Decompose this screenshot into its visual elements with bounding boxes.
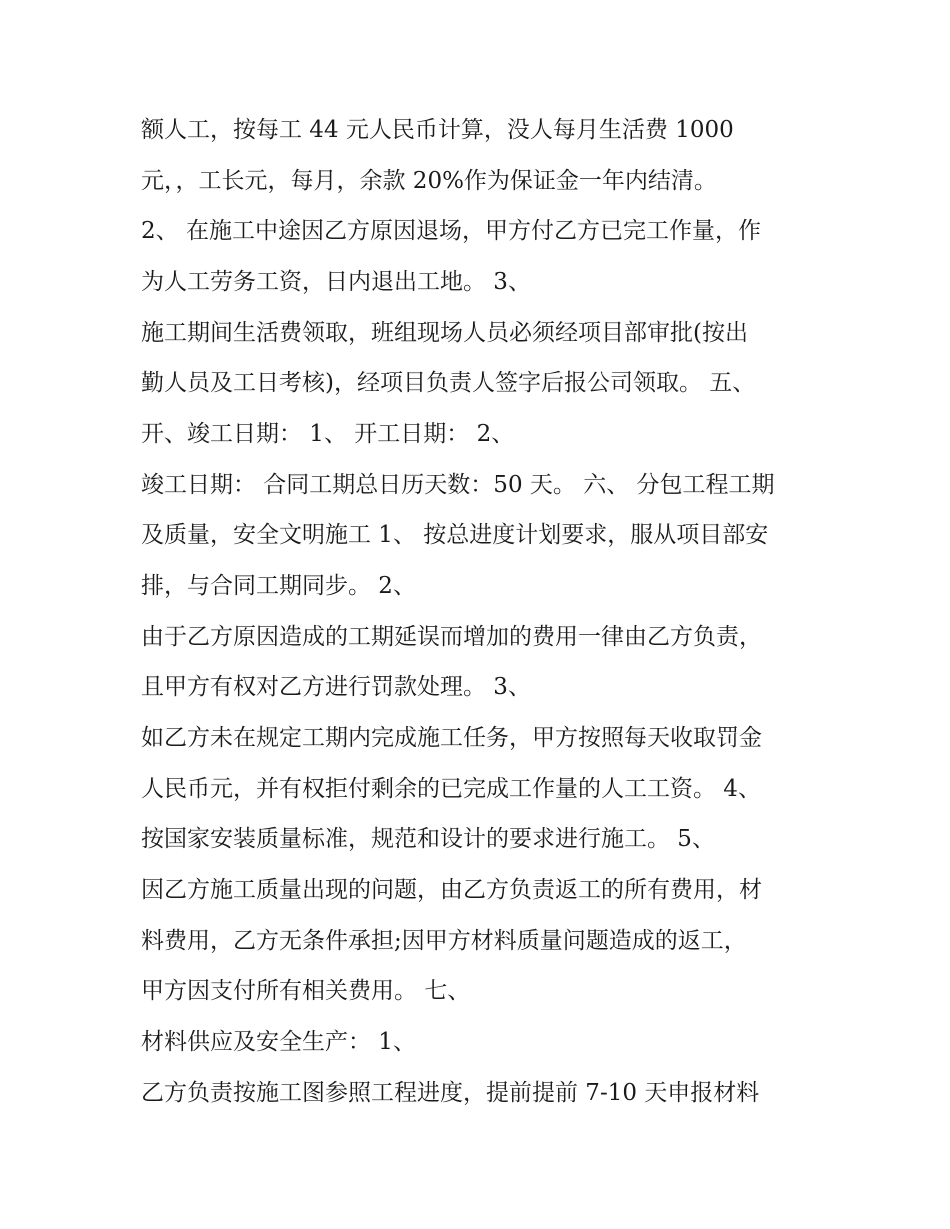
text-line: 勤人员及工日考核)，经项目负责人签字后报公司领取。 五、	[141, 370, 756, 396]
text-line: 施工期间生活费领取，班组现场人员必须经项目部审批(按出	[141, 320, 748, 346]
text-line: 2、 在施工中途因乙方原因退场，甲方付乙方已完工作量，作	[141, 218, 761, 244]
text-line: 材料供应及安全生产： 1、	[141, 1029, 416, 1055]
text-line: 按国家安装质量标准，规范和设计的要求进行施工。 5、	[141, 826, 715, 852]
text-line: 且甲方有权对乙方进行罚款处理。 3、	[141, 674, 531, 700]
text-line: 额人工，按每工 44 元人民币计算，没人每月生活费 1000	[141, 117, 734, 143]
text-line: 由于乙方原因造成的工期延误而增加的费用一律由乙方负责，	[141, 624, 762, 650]
text-line: 乙方负责按施工图参照工程进度，提前提前 7-10 天申报材料	[141, 1080, 760, 1106]
text-line: 元，，工长元，每月，余款 20%作为保证金一年内结清。	[141, 168, 717, 194]
text-line: 因乙方施工质量出现的问题，由乙方负责返工的所有费用，材	[141, 877, 762, 903]
text-line: 人民币元，并有权拒付剩余的已完成工作量的人工工资。 4、	[141, 776, 761, 802]
text-line: 料费用，乙方无条件承担;因甲方材料质量问题造成的返工，	[141, 928, 747, 954]
text-line: 竣工日期： 合同工期总日历天数：50 天。 六、 分包工程工期	[141, 472, 775, 498]
text-line: 排，与合同工期同步。 2、	[141, 573, 416, 599]
text-line: 为人工劳务工资，日内退出工地。 3、	[141, 269, 531, 295]
text-line: 甲方因支付所有相关费用。 七、	[141, 978, 471, 1004]
text-line: 及质量，安全文明施工 1、 按总进度计划要求，服从项目部安	[141, 522, 769, 548]
text-line: 如乙方未在规定工期内完成施工任务，甲方按照每天收取罚金	[141, 725, 762, 751]
text-line: 开、竣工日期： 1、 开工日期： 2、	[141, 421, 515, 447]
